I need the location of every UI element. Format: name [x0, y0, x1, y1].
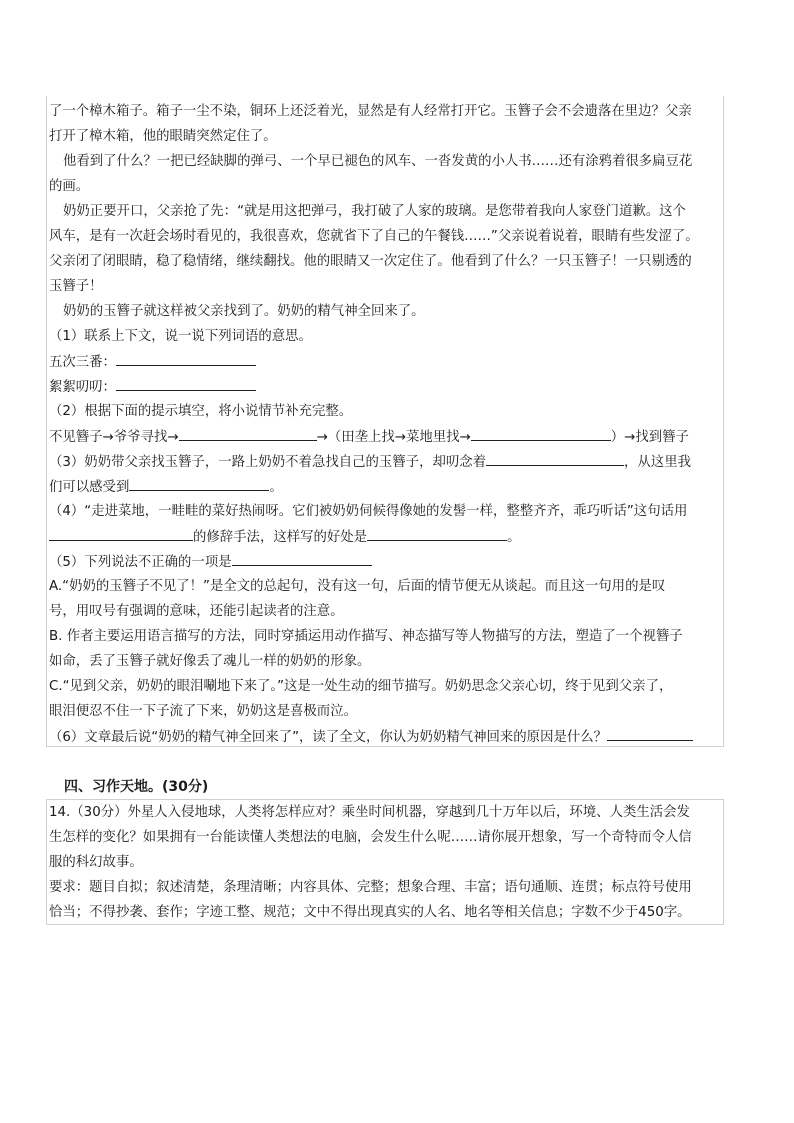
question-2: （2）根据下面的提示填空，将小说情节补充完整。 — [49, 404, 353, 419]
answer-blank[interactable] — [179, 424, 317, 441]
passage-text: 打开了樟木箱，他的眼睛突然定住了。 — [49, 129, 277, 144]
passage-text: 父亲闭了闭眼睛，稳了稳情绪，继续翻找。他的眼睛又一次定住了。他看到了什么？一只玉簪子！一只剔透的 — [49, 254, 692, 269]
question-text: 。 — [507, 530, 521, 545]
writing-requirements: 恰当；不得抄袭、套作；字迹工整、规范；文中不得出现真实的人名、地名等相关信息；字数不少于450字。 — [49, 905, 691, 920]
reading-passage-box — [46, 96, 724, 747]
passage-text: 奶奶正要开口，父亲抢了先：“就是用这把弹弓，我打破了人家的玻璃。是您带着我向人家登门道歉。这个 — [63, 204, 686, 219]
question-1: （1）联系上下文，说一说下列词语的意思。 — [49, 329, 312, 344]
question-text: 。 — [269, 480, 283, 495]
question-6 — [49, 724, 693, 749]
answer-blank[interactable] — [607, 724, 693, 741]
question-label: 五次三番： — [49, 355, 116, 370]
question-1-item-b — [49, 374, 256, 399]
question-2-flow — [49, 424, 689, 449]
option-c-cont: 眼泪便忍不住一下子流了下来，奶奶这是喜极而泣。 — [49, 704, 357, 719]
answer-blank[interactable] — [471, 424, 611, 441]
answer-blank[interactable] — [232, 549, 372, 566]
passage-text: 了一个樟木箱子。箱子一尘不染，铜环上还泛着光，显然是有人经常打开它。玉簪子会不会遗落在里边？父亲 — [49, 104, 692, 119]
option-b-cont: 如命，丢了玉簪子就好像丢了魂儿一样的奶奶的形象。 — [49, 654, 371, 669]
answer-blank[interactable] — [367, 524, 507, 541]
question-3-cont — [49, 474, 283, 499]
question-4-cont — [49, 524, 520, 549]
answer-blank[interactable] — [129, 474, 269, 491]
question-5 — [49, 549, 372, 574]
question-1-item-a — [49, 349, 256, 374]
question-text: →（田垄上找→菜地里找→ — [316, 430, 471, 445]
question-text: 的修辞手法，这样写的好处是 — [193, 530, 368, 545]
option-b: B. 作者主要运用语言描写的方法，同时穿插运用动作描写、神态描写等人物描写的方法，塑造了一个视簪子 — [49, 629, 683, 644]
option-a: A.“奶奶的玉簪子不见了！”是全文的总起句，没有这一句，后面的情节便无从谈起。而且这一句用的是叹 — [49, 579, 666, 594]
writing-prompt: 生怎样的变化？如果拥有一台能读懂人类想法的电脑，会发生什么呢……请你展开想象，写一个奇特而令人信 — [49, 830, 692, 845]
answer-blank[interactable] — [116, 374, 256, 391]
answer-blank[interactable] — [49, 524, 193, 541]
question-text: （6）文章最后说“奶奶的精气神全回来了”，读了全文，你认为奶奶精气神回来的原因是什么？ — [49, 730, 608, 745]
question-4: （4）“走进菜地，一畦畦的菜好热闹呀。它们被奶奶伺候得像她的发髻一样，整整齐齐，乖巧听话”这句话用 — [49, 504, 688, 519]
passage-text: 奶奶的玉簪子就这样被父亲找到了。奶奶的精气神全回来了。 — [63, 304, 425, 319]
answer-blank[interactable] — [116, 349, 256, 366]
writing-task-box — [46, 799, 724, 925]
answer-blank[interactable] — [486, 449, 624, 466]
question-text: 们可以感受到 — [49, 480, 130, 495]
passage-text: 的画。 — [49, 179, 90, 194]
passage-text: 风车，是有一次赶会场时看见的，我很喜欢，您就省下了自己的午餐钱……”父亲说着说着，眼睛有些发涩了。 — [49, 229, 699, 244]
question-text: ）→找到簪子 — [610, 430, 689, 445]
question-3 — [49, 449, 691, 474]
question-text: （3）奶奶带父亲找玉簪子，一路上奶奶不着急找自己的玉簪子，却叨念着 — [49, 455, 487, 470]
question-label: 絮絮叨叨： — [49, 380, 116, 395]
option-a-cont: 号，用叹号有强调的意味，还能引起读者的注意。 — [49, 604, 344, 619]
writing-prompt: 14.（30分）外星人入侵地球，人类将怎样应对？乘坐时间机器，穿越到几十万年以后，环境、人类生活会发 — [49, 805, 690, 820]
option-c: C.“见到父亲，奶奶的眼泪唰地下来了。”这是一处生动的细节描写。奶奶思念父亲心切，终于见到父亲了， — [49, 679, 673, 694]
question-text: （5）下列说法不正确的一项是 — [49, 555, 232, 570]
writing-prompt: 服的科幻故事。 — [49, 855, 143, 870]
writing-requirements: 要求：题目自拟；叙述清楚，条理清晰；内容具体、完整；想象合理、丰富；语句通顺、连贯；标点符号使用 — [49, 880, 692, 895]
passage-text: 他看到了什么？一把已经缺脚的弹弓、一个早已褪色的风车、一沓发黄的小人书……还有涂鸦着很多扁豆花 — [63, 154, 693, 169]
question-text: 不见簪子→爷爷寻找→ — [49, 430, 179, 445]
section-heading: 四、习作天地。(30分) — [64, 779, 209, 795]
question-text: ，从这里我 — [624, 455, 691, 470]
passage-text: 玉簪子！ — [49, 279, 103, 294]
